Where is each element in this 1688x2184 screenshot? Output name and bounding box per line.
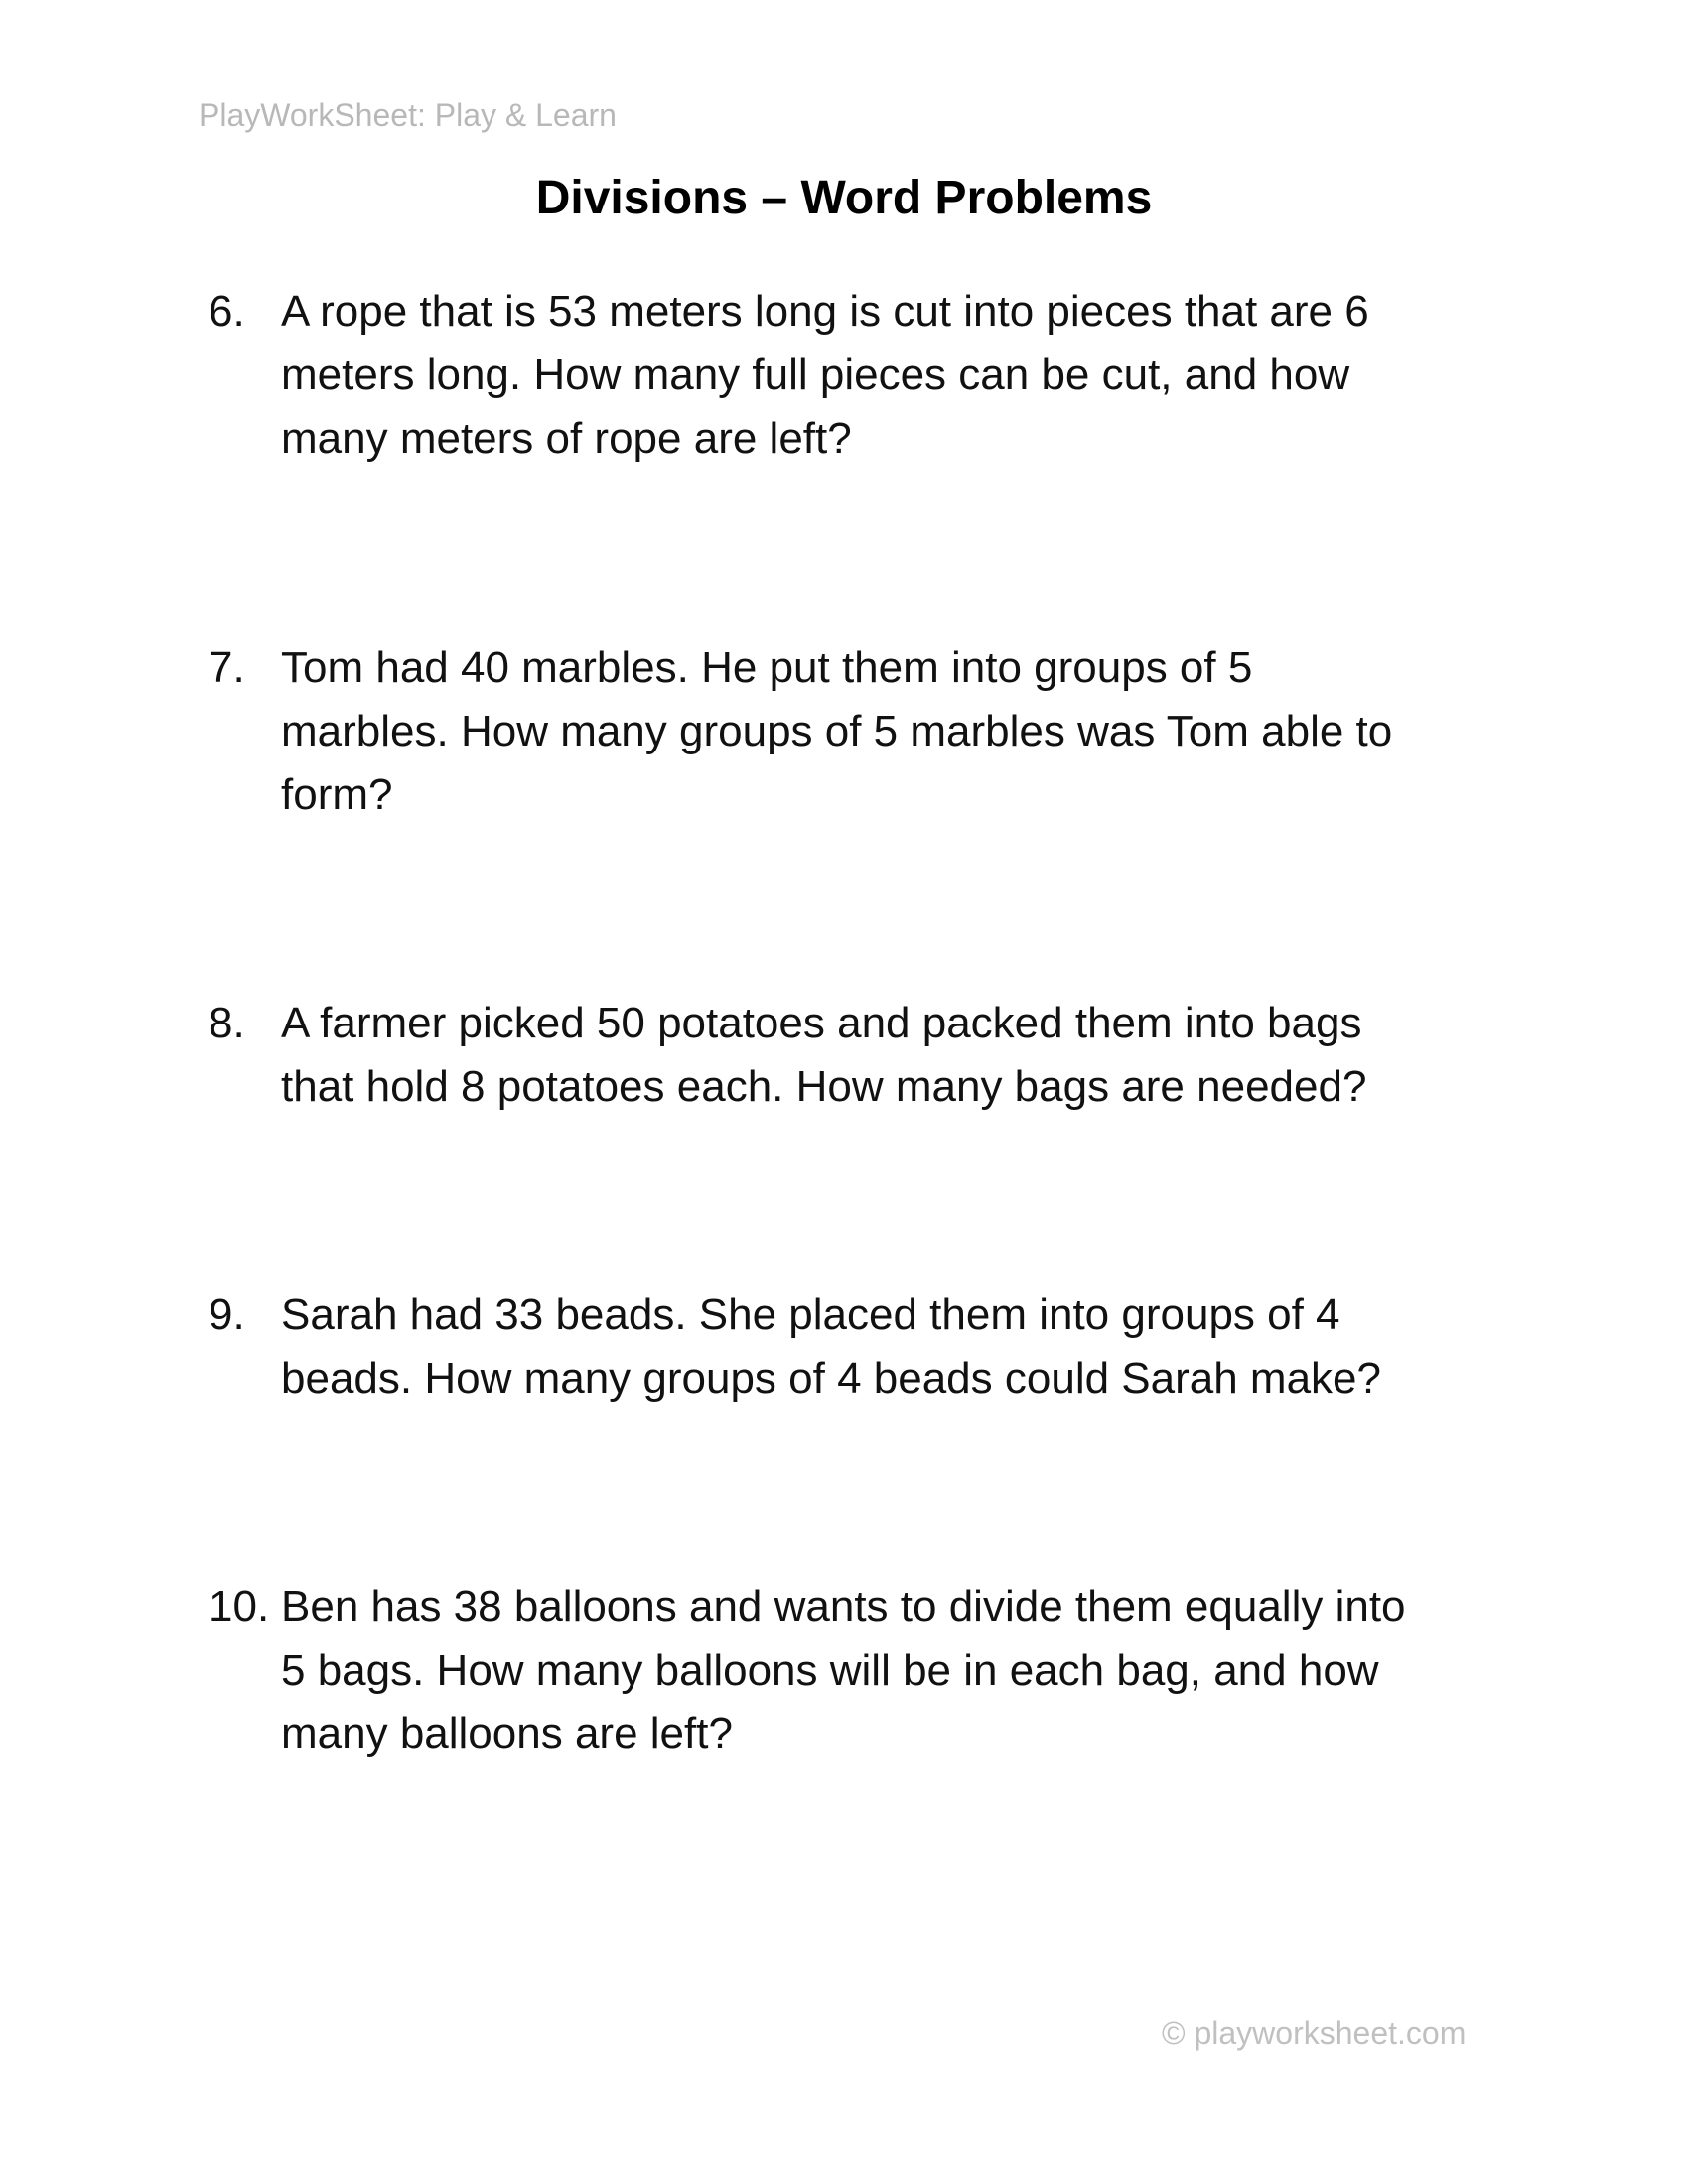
problem-line: Tom had 40 marbles. He put them into groups of 5: [281, 643, 1253, 692]
footer-copyright: © playworksheet.com: [1162, 2015, 1467, 2051]
problem-number: 10.: [209, 1582, 270, 1631]
problem-number: 6.: [209, 287, 245, 336]
page-title: Divisions – Word Problems: [535, 172, 1153, 224]
problem-line: form?: [281, 770, 393, 819]
problem-line: marbles. How many groups of 5 marbles was Tom able to: [281, 707, 1393, 755]
problem-line: A farmer picked 50 potatoes and packed them into bags: [281, 999, 1362, 1047]
problem-text: [281, 992, 1473, 1119]
problem-line: A rope that is 53 meters long is cut into pieces that are 6: [281, 287, 1369, 336]
problem-number: 9.: [209, 1291, 245, 1339]
problem-text: [281, 1284, 1473, 1411]
problem-number: 7.: [209, 643, 245, 692]
problem-line: Sarah had 33 beads. She placed them into groups of 4: [281, 1291, 1340, 1339]
problem-line: meters long. How many full pieces can be cut, and how: [281, 350, 1350, 399]
problem-line: that hold 8 potatoes each. How many bags are needed?: [281, 1062, 1367, 1111]
problem-line: beads. How many groups of 4 beads could Sarah make?: [281, 1354, 1381, 1403]
header-brand: PlayWorkSheet: Play & Learn: [199, 97, 617, 133]
problem-line: 5 bags. How many balloons will be in each bag, and how: [281, 1646, 1379, 1695]
problem-text: [281, 636, 1473, 827]
problem-line: many balloons are left?: [281, 1709, 733, 1758]
problem-line: Ben has 38 balloons and wants to divide them equally into: [281, 1582, 1406, 1631]
problem-text: [281, 1575, 1473, 1766]
problem-number: 8.: [209, 999, 245, 1047]
problem-text: [281, 280, 1473, 471]
problem-line: many meters of rope are left?: [281, 414, 852, 463]
